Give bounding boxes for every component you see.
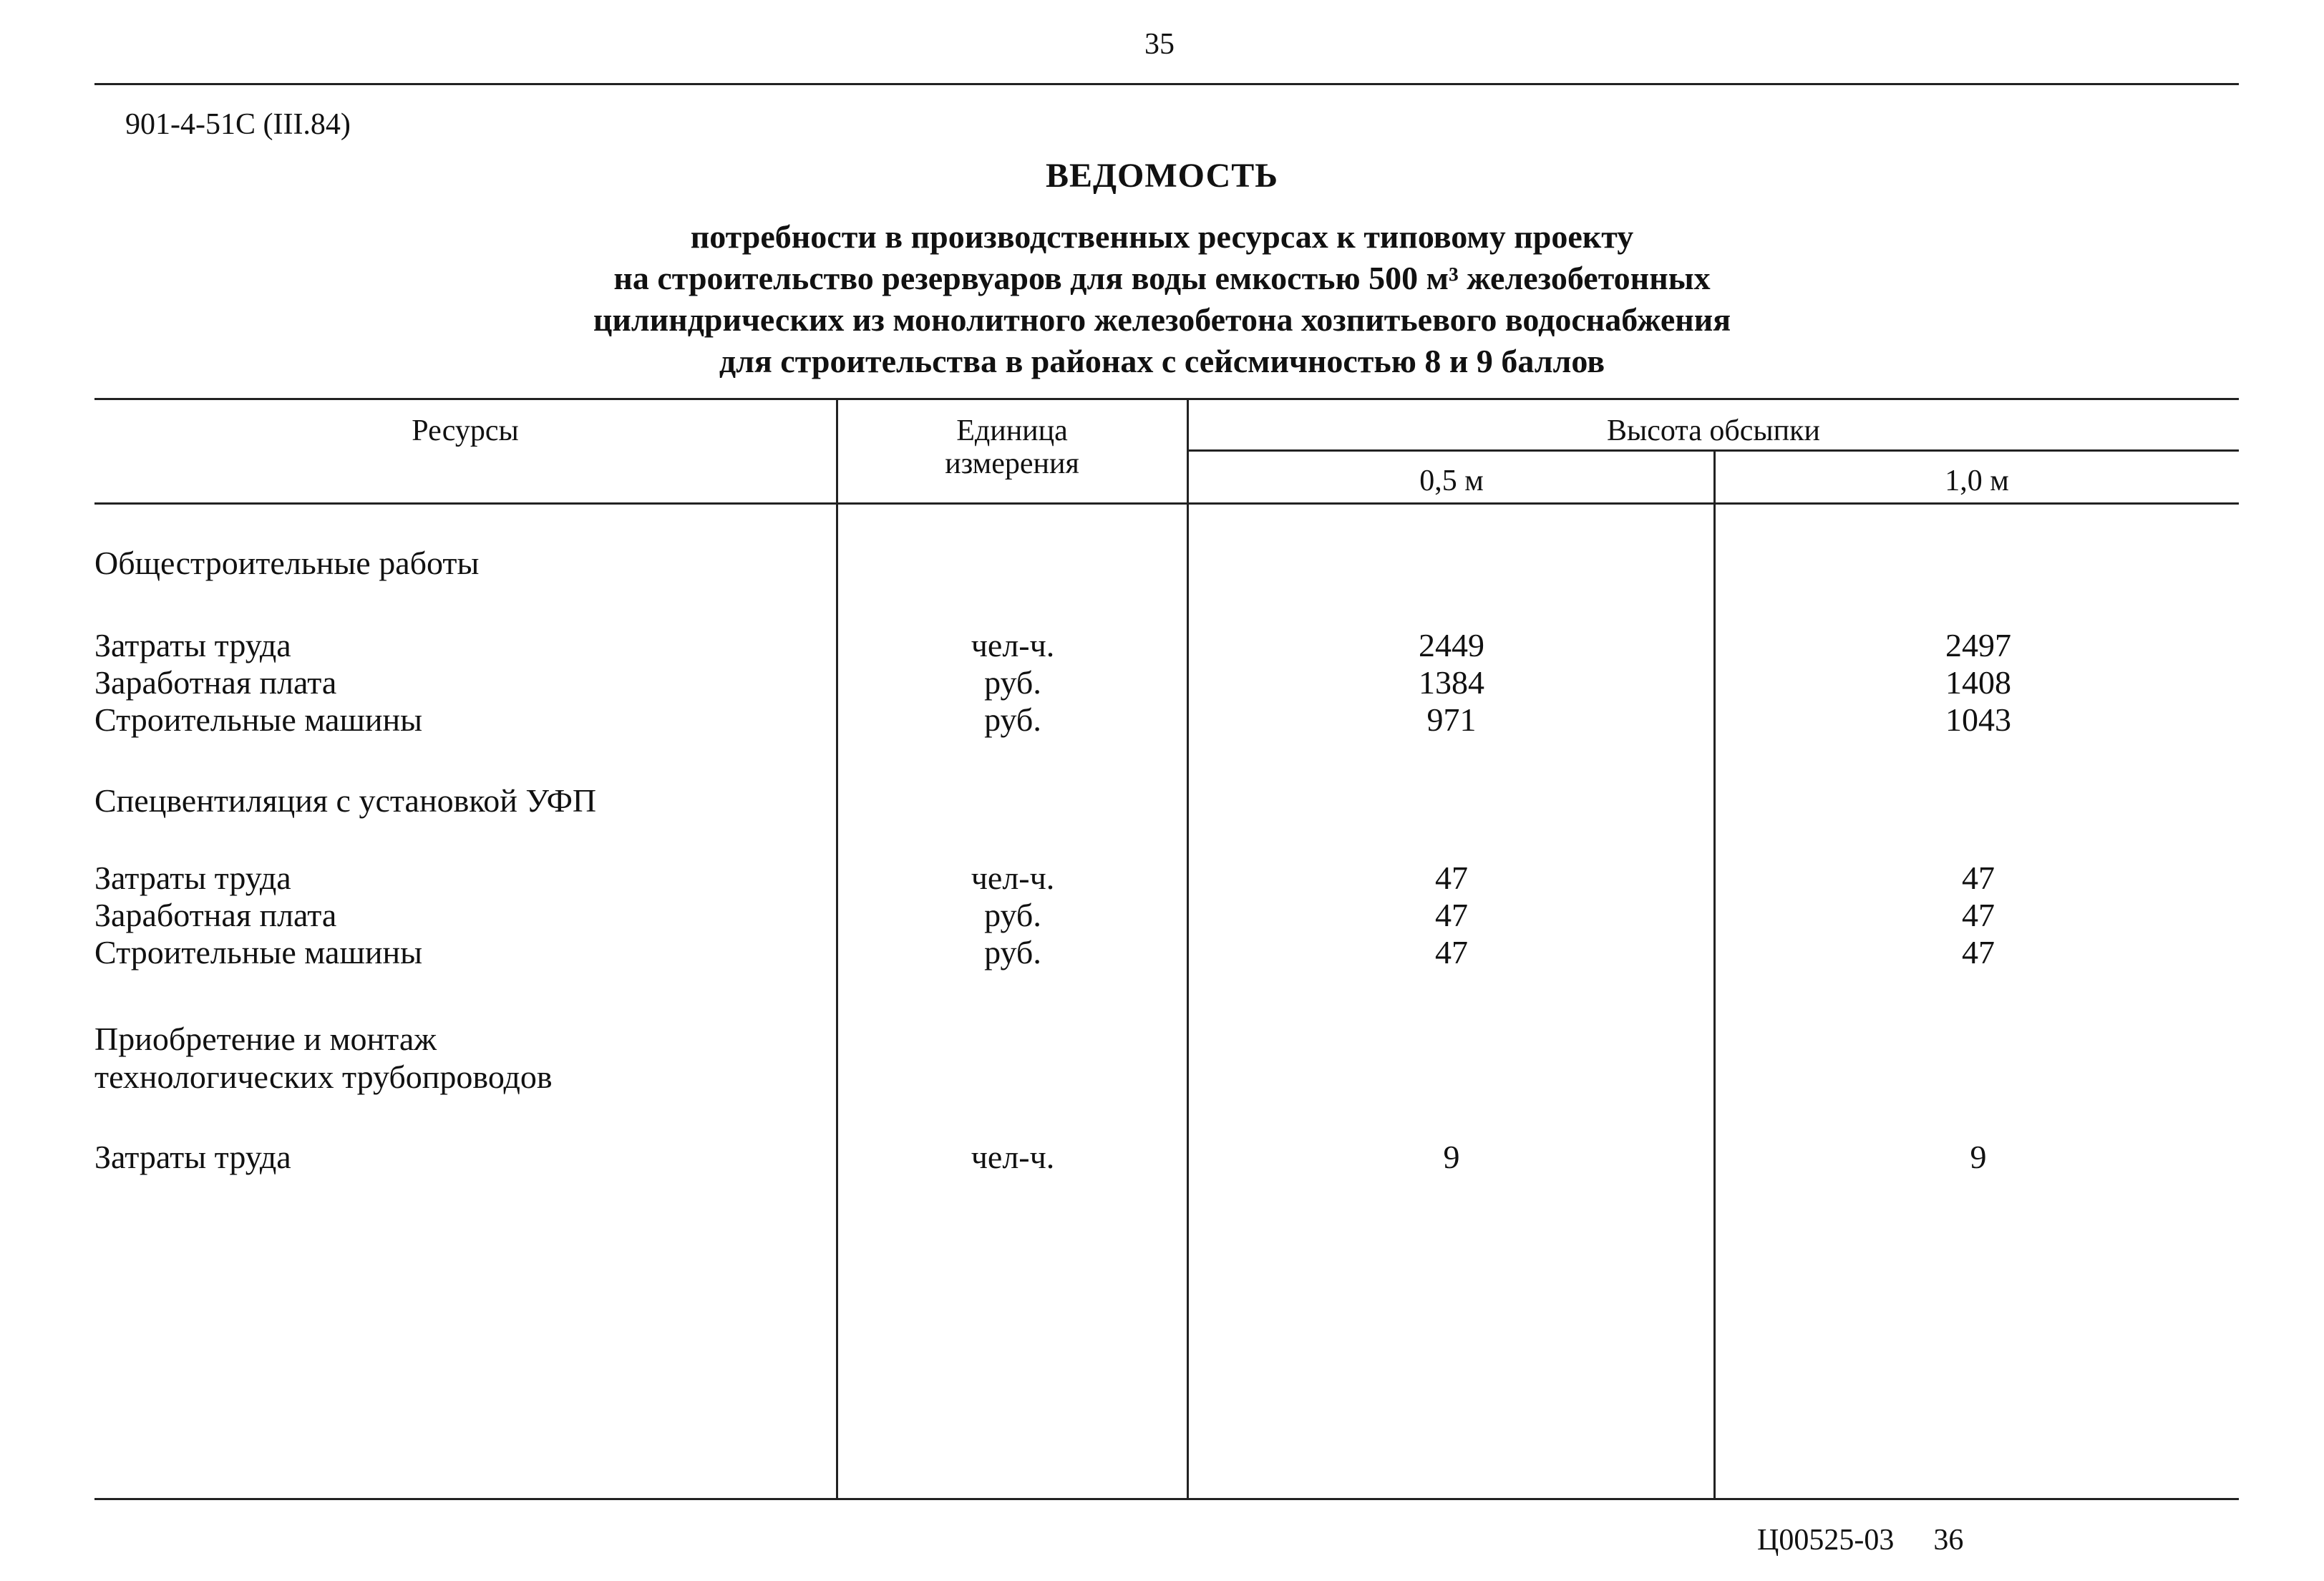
footer-document-code: Ц00525-03 xyxy=(1757,1524,1895,1557)
row-label: Строительные машины xyxy=(94,701,423,738)
header-resources: Ресурсы xyxy=(412,414,519,447)
row-value-0-5: 2449 xyxy=(1419,627,1484,663)
row-unit: руб. xyxy=(984,664,1041,701)
section-title: технологических трубопроводов xyxy=(94,1059,553,1095)
subtitle-line-3: цилиндрических из монолитного железобетона хозпитьевого водоснабжения xyxy=(593,301,1731,338)
row-value-1-0: 2497 xyxy=(1945,627,2011,663)
row-value-0-5: 47 xyxy=(1435,934,1468,971)
footer xyxy=(1757,1523,1963,1557)
section-title: Общестроительные работы xyxy=(94,545,480,581)
row-value-0-5: 9 xyxy=(1443,1139,1460,1175)
row-value-1-0: 47 xyxy=(1962,934,1995,971)
row-label: Затраты труда xyxy=(94,627,291,663)
row-label: Затраты труда xyxy=(94,1139,291,1175)
header-col-1-0: 1,0 м xyxy=(1945,464,2009,497)
row-value-0-5: 47 xyxy=(1435,897,1468,933)
row-value-1-0: 47 xyxy=(1962,897,1995,933)
section-title: Приобретение и монтаж xyxy=(94,1021,437,1057)
subtitle-line-4: для строительства в районах с сейсмичностью 8 и 9 баллов xyxy=(719,343,1605,379)
header-unit-line-1: Единица xyxy=(956,414,1068,447)
row-label: Заработная плата xyxy=(94,664,337,701)
row-label: Заработная плата xyxy=(94,897,337,933)
row-unit: руб. xyxy=(984,701,1041,738)
subtitle-line-2: на строительство резервуаров для воды емкостью 500 м³ железобетонных xyxy=(613,260,1711,296)
header-col-0-5: 0,5 м xyxy=(1419,464,1484,497)
row-value-1-0: 1408 xyxy=(1945,664,2011,701)
section-title: Спецвентиляция с установкой УФП xyxy=(94,782,597,819)
table-bottom-rule xyxy=(94,1498,2239,1500)
table-top-rule xyxy=(94,398,2239,400)
row-value-1-0: 47 xyxy=(1962,860,1995,896)
column-divider-values xyxy=(1713,449,1716,1499)
row-value-0-5: 47 xyxy=(1435,860,1468,896)
document-title: ВЕДОМОСТЬ xyxy=(1045,157,1279,195)
header-unit-line-2: измерения xyxy=(945,447,1079,480)
row-unit: чел-ч. xyxy=(971,860,1055,896)
row-unit: руб. xyxy=(984,934,1041,971)
row-value-1-0: 9 xyxy=(1970,1139,1987,1175)
row-value-0-5: 1384 xyxy=(1419,664,1484,701)
row-value-1-0: 1043 xyxy=(1945,701,2011,738)
row-unit: чел-ч. xyxy=(971,1139,1055,1175)
row-unit: чел-ч. xyxy=(971,627,1055,663)
document-code: 901-4-51С (III.84) xyxy=(125,108,351,141)
footer-page-number: 36 xyxy=(1933,1524,1964,1557)
row-label: Строительные машины xyxy=(94,934,423,971)
top-rule xyxy=(94,83,2239,85)
subtitle-line-1: потребности в производственных ресурсах к типовому проекту xyxy=(690,218,1634,255)
header-height-group: Высота обсыпки xyxy=(1607,414,1820,447)
row-value-0-5: 971 xyxy=(1426,701,1477,738)
table-header-bottom-rule xyxy=(94,502,2239,505)
row-unit: руб. xyxy=(984,897,1041,933)
page-number: 35 xyxy=(1144,28,1175,61)
row-label: Затраты труда xyxy=(94,860,291,896)
